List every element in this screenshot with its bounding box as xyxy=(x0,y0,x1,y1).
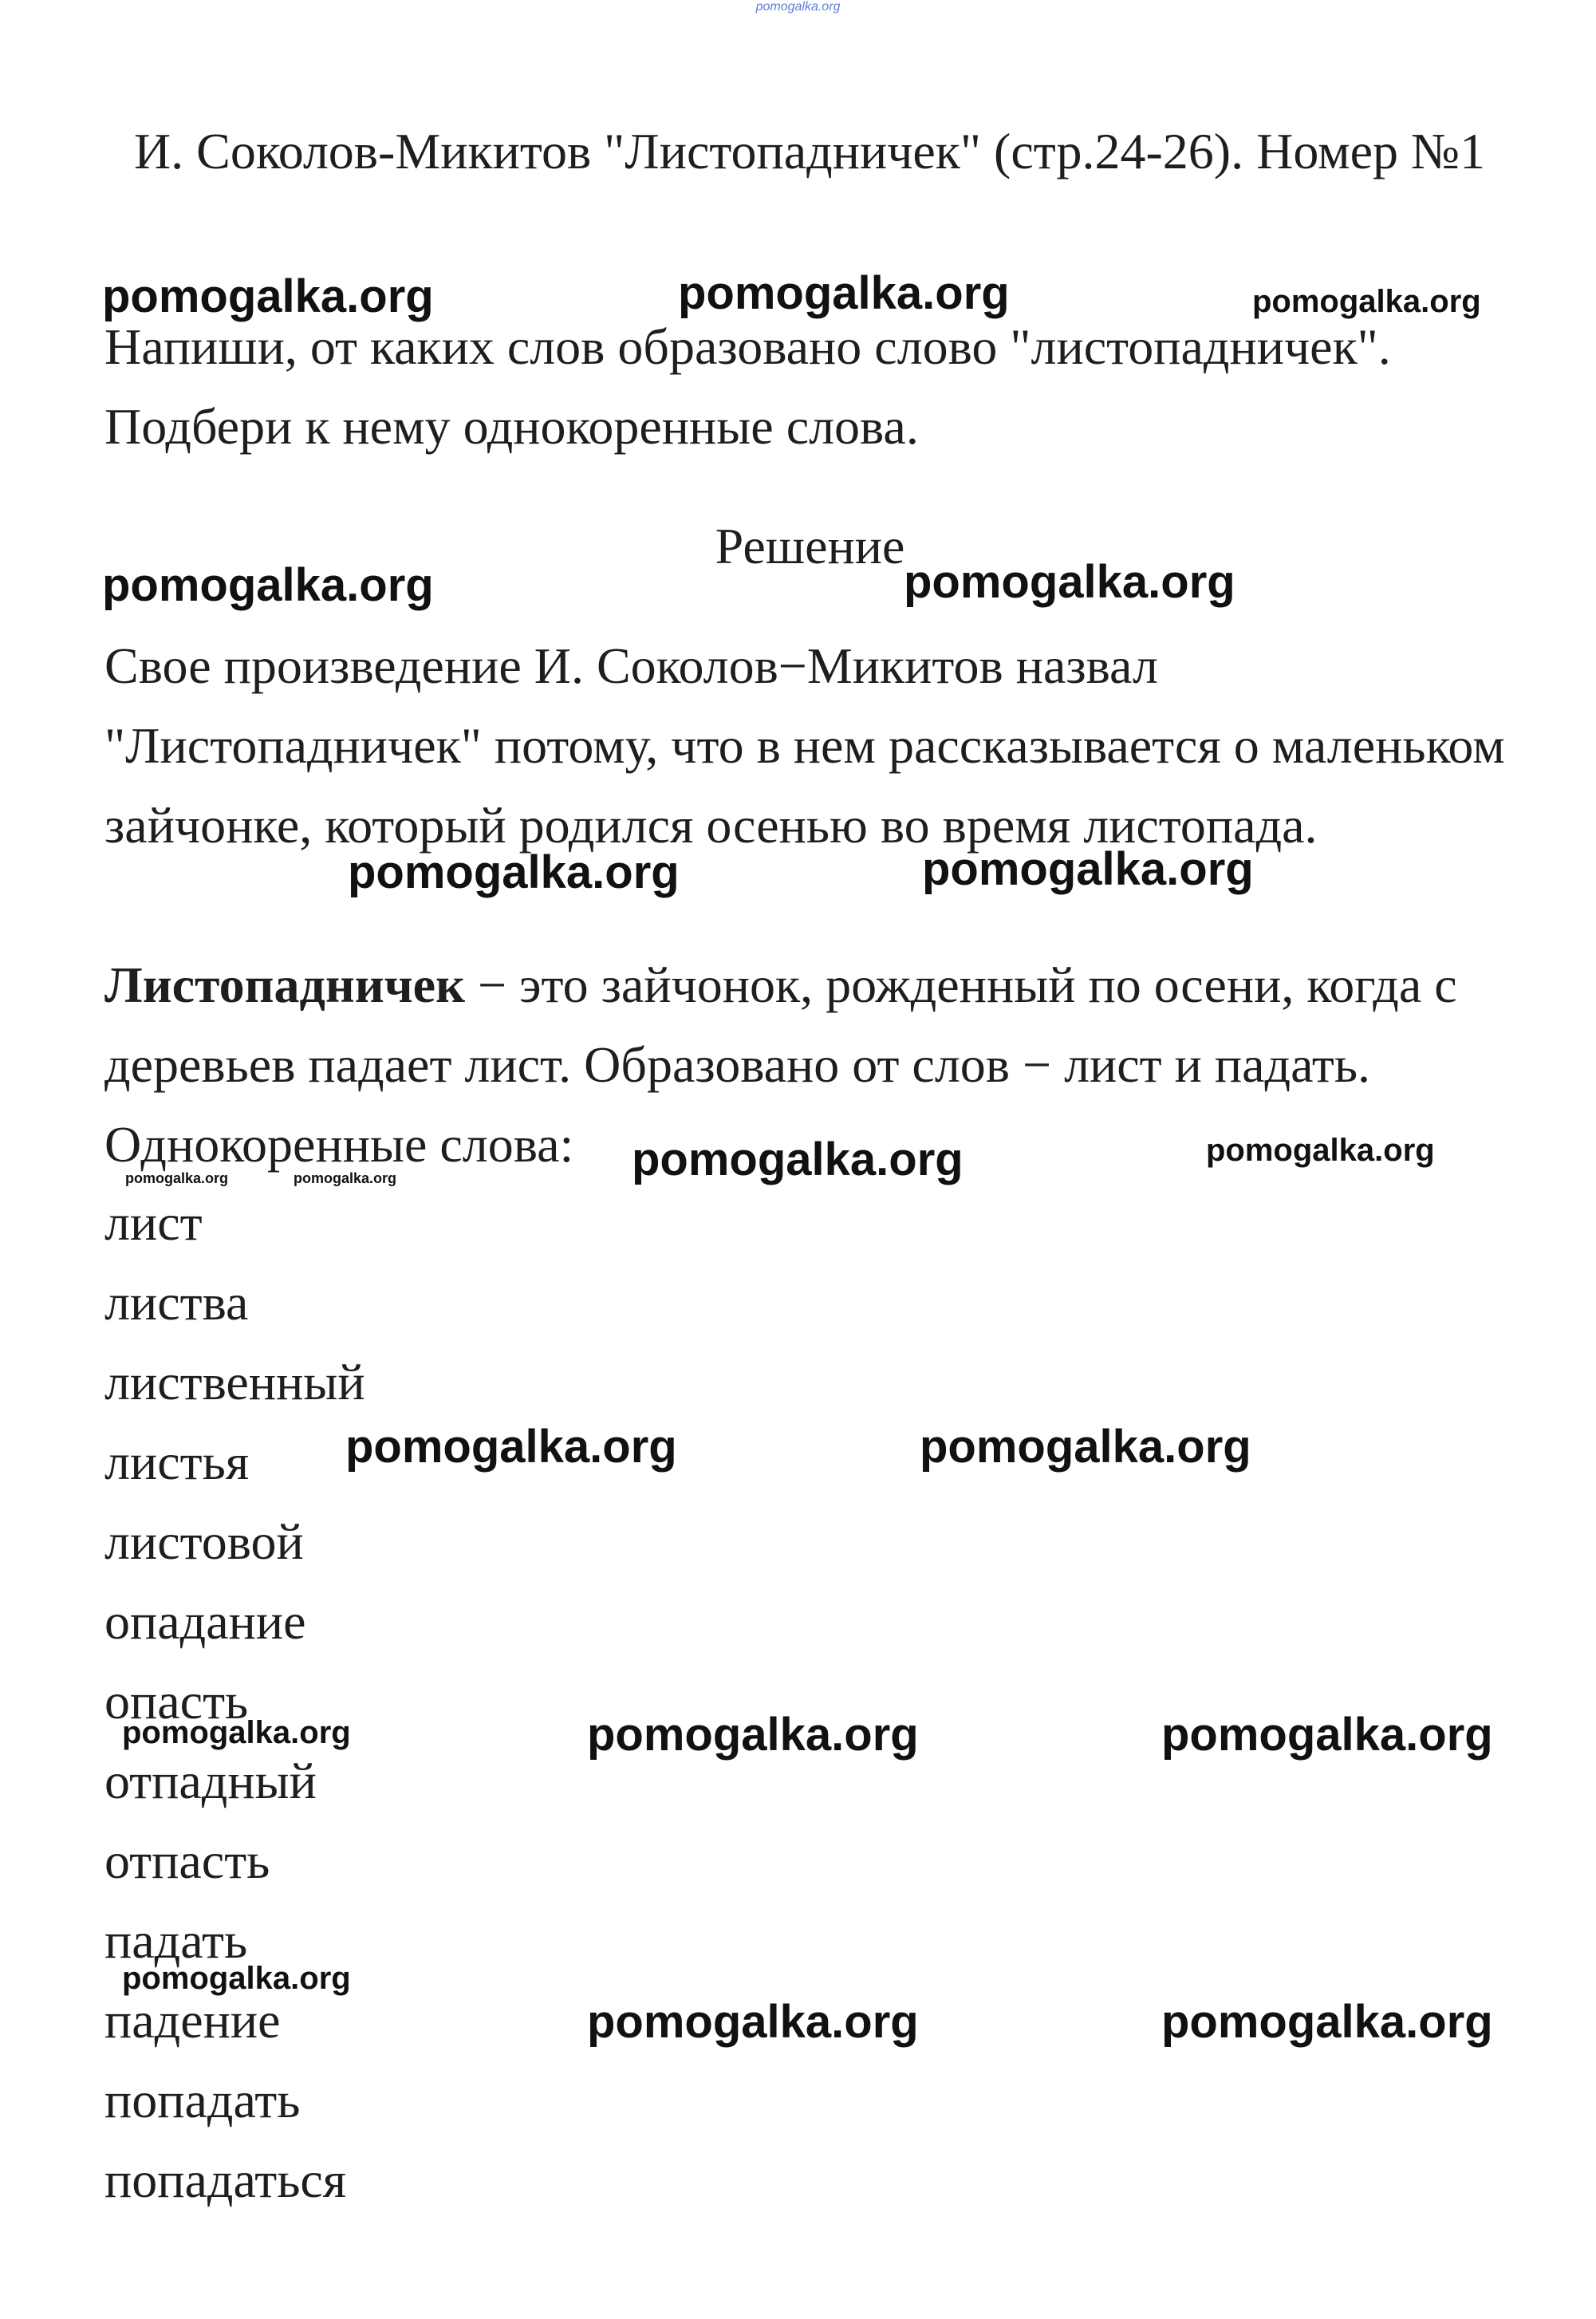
solution-heading-text: Решение xyxy=(715,518,905,574)
watermark: pomogalka.org xyxy=(294,1170,397,1186)
watermark: pomogalka.org xyxy=(904,556,1235,608)
watermark: pomogalka.org xyxy=(122,1715,351,1750)
list-item: отпасть xyxy=(104,1832,270,1889)
watermark: pomogalka.org xyxy=(587,1709,919,1761)
watermark: pomogalka.org xyxy=(345,1421,677,1473)
watermark: pomogalka.org xyxy=(1161,1996,1493,2048)
task-line-1: Напиши, от каких слов образовано слово "листопадничек". xyxy=(104,318,1391,375)
watermark: pomogalka.org xyxy=(1252,284,1481,319)
watermark: pomogalka.org xyxy=(122,1961,351,1996)
words-heading: Однокоренные слова: xyxy=(104,1116,574,1173)
list-item: опасть xyxy=(104,1673,249,1729)
watermark: pomogalka.org xyxy=(125,1170,229,1186)
related-words-list xyxy=(104,1183,365,2220)
list-item: падение xyxy=(104,1992,281,2049)
page-title: И. Соколов-Микитов "Листопадничек" (стр.24-26). Номер №1 xyxy=(133,123,1486,179)
watermark: pomogalka.org xyxy=(102,270,434,322)
watermark: pomogalka.org xyxy=(632,1134,964,1185)
task-line-2: Подбери к нему однокоренные слова. xyxy=(104,398,919,455)
site-mark: pomogalka.org xyxy=(755,0,841,14)
list-item: опадание xyxy=(104,1593,306,1650)
term-bold: Листопадничек xyxy=(104,956,465,1013)
list-item: отпадный xyxy=(104,1753,317,1809)
watermark: pomogalka.org xyxy=(922,843,1254,895)
watermark: pomogalka.org xyxy=(920,1421,1251,1473)
list-item: листья xyxy=(104,1434,250,1490)
watermark: pomogalka.org xyxy=(348,846,680,898)
list-item: попадаться xyxy=(104,2151,347,2208)
watermark: pomogalka.org xyxy=(587,1996,919,2048)
list-item: падать xyxy=(104,1912,248,1969)
list-item: лиственный xyxy=(104,1354,365,1410)
watermark: pomogalka.org xyxy=(102,559,434,611)
list-item: лист xyxy=(104,1194,203,1251)
watermark: pomogalka.org xyxy=(678,267,1010,319)
list-item: листовой xyxy=(104,1513,304,1570)
solution-paragraph-1: Свое произведение И. Соколов−Микитов назвал "Листопадничек" потому, что в нем рассказывается о маленьком зайчонке, который родился осенью во время листопада. xyxy=(104,637,1505,854)
solution-paragraph-2 xyxy=(104,945,1524,1105)
list-item: попадать xyxy=(104,2072,301,2128)
watermark: pomogalka.org xyxy=(1161,1709,1493,1761)
term-definition: − это зайчонок, рожденный по осени, когда с деревьев падает лист. Образовано от слов − лист и падать. xyxy=(104,956,1457,1093)
watermark: pomogalka.org xyxy=(1206,1133,1435,1168)
list-item: листва xyxy=(104,1274,249,1331)
